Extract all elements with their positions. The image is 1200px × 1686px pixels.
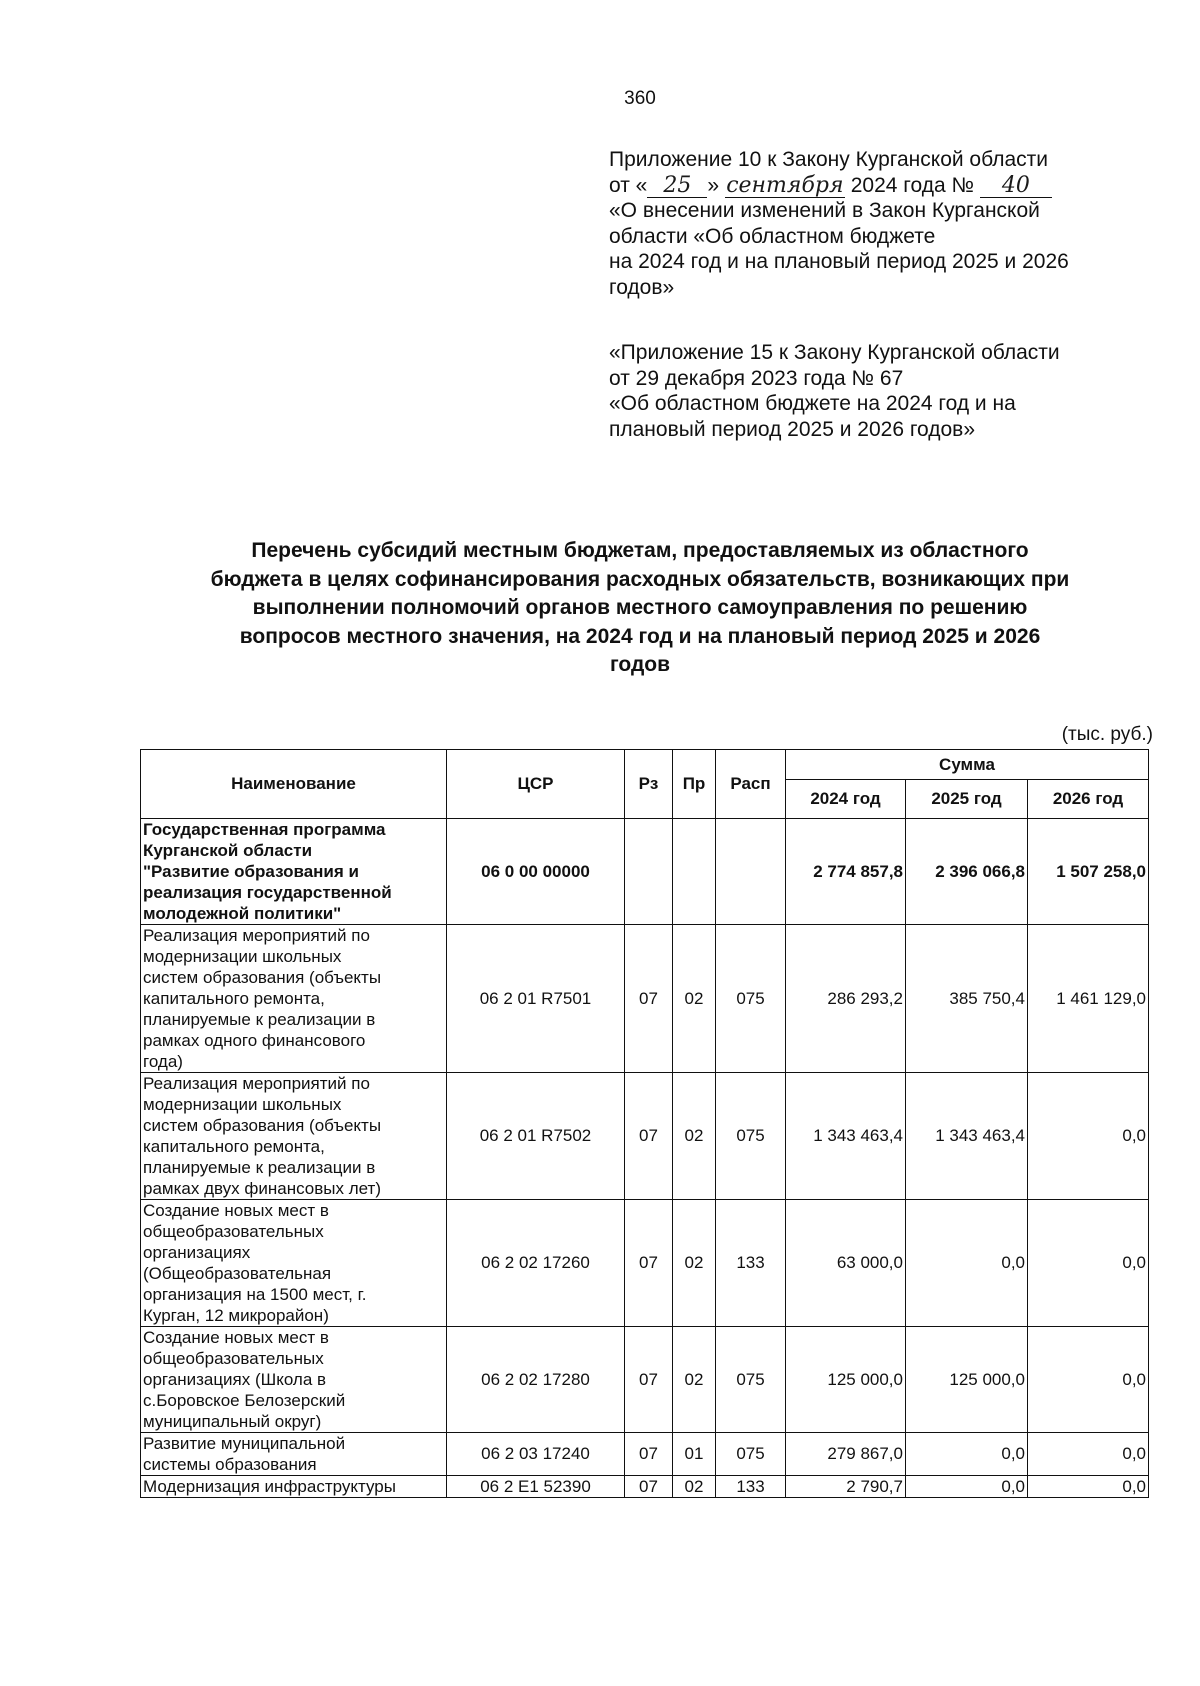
table-body [141,819,1149,1498]
cell-rz: 07 [625,1476,673,1498]
cell-pr [673,819,716,925]
cell-pr: 01 [673,1433,716,1476]
cell-rz [625,819,673,925]
appendix-10-block [609,147,1069,300]
appendix-15-line1: «Приложение 15 к Закону Курганской области [609,341,1060,364]
cell-name [141,1476,447,1498]
cell-name-line: молодежной политики" [143,904,342,923]
table-row [141,1327,1149,1433]
cell-2025: 0,0 [906,1200,1028,1327]
appendix-10-line4: области «Об областном бюджете [609,224,936,248]
cell-name-line: организациях (Школа в [143,1370,327,1389]
header-rz: Рз [625,750,673,819]
cell-2025: 1 343 463,4 [906,1073,1028,1200]
cell-name-line: Курганской области [143,841,313,860]
cell-rasp: 133 [716,1200,786,1327]
cell-name-line: капитального ремонта, [143,989,325,1008]
header-pr: Пр [673,750,716,819]
cell-2024: 2 774 857,8 [786,819,906,925]
cell-2024: 279 867,0 [786,1433,906,1476]
appendix-15-block [609,340,1060,442]
cell-name-line: Курган, 12 микрорайон) [143,1306,329,1325]
cell-2026: 0,0 [1028,1200,1149,1327]
header-name: Наименование [141,750,447,819]
cell-rasp: 133 [716,1476,786,1498]
appendix-15-line4: плановый период 2025 и 2026 годов» [609,417,976,441]
appendix-15-line3: «Об областном бюджете на 2024 год и на [609,392,1016,415]
cell-name-line: Реализация мероприятий по [143,1074,370,1093]
cell-2026: 0,0 [1028,1476,1149,1498]
appendix-10-line1: Приложение 10 к Закону Курганской области [609,148,1048,171]
cell-name-line: муниципальный округ) [143,1412,322,1431]
cell-csr: 06 2 E1 52390 [447,1476,625,1498]
title-line: годов [609,653,671,676]
cell-2025: 0,0 [906,1433,1028,1476]
cell-2024: 2 790,7 [786,1476,906,1498]
cell-name-line: рамках одного финансового [143,1031,366,1050]
table-row [141,925,1149,1073]
handwritten-month: сентября [726,172,844,198]
handwritten-day: 25 [647,175,707,198]
units-label: (тыс. руб.) [1061,724,1153,745]
cell-2025: 2 396 066,8 [906,819,1028,925]
cell-csr: 06 2 02 17260 [447,1200,625,1327]
cell-csr: 06 0 00 00000 [447,819,625,925]
cell-name-line: Создание новых мест в [143,1201,329,1220]
cell-name [141,925,447,1073]
cell-name-line: планируемые к реализации в [143,1158,376,1177]
cell-rasp: 075 [716,1433,786,1476]
appendix-10-line3: «О внесении изменений в Закон Курганской [609,199,1040,222]
cell-pr: 02 [673,1200,716,1327]
cell-name [141,1327,447,1433]
title-line: выполнении полномочий органов местного самоуправления по решению [252,596,1028,619]
cell-name-line: Создание новых мест в [143,1328,329,1347]
table-row [141,1433,1149,1476]
cell-name-line: с.Боровское Белозерский [143,1391,346,1410]
cell-name-line: систем образования (объекты [143,968,382,987]
cell-name-line: общеобразовательных [143,1349,324,1368]
cell-name-line: организациях [143,1243,251,1262]
table-row [141,819,1149,925]
cell-csr: 06 2 01 R7502 [447,1073,625,1200]
appendix-10-line6: годов» [609,275,675,299]
cell-name-line: систем образования (объекты [143,1116,382,1135]
header-csr: ЦСР [447,750,625,819]
date-suffix: 2024 года № [850,173,974,197]
appendix-15-line2: от 29 декабря 2023 года № 67 [609,366,904,390]
cell-rasp: 075 [716,1073,786,1200]
appendix-10-line5: на 2024 год и на плановый период 2025 и 2026 [609,250,1069,273]
cell-2026: 1 507 258,0 [1028,819,1149,925]
cell-2024: 1 343 463,4 [786,1073,906,1200]
date-mid: » [707,173,720,197]
cell-name-line: модернизации школьных [143,1095,342,1114]
cell-2026: 1 461 129,0 [1028,925,1149,1073]
table-row [141,1073,1149,1200]
table-row [141,1476,1149,1498]
header-2025: 2025 год [906,780,1028,819]
header-2026: 2026 год [1028,780,1149,819]
cell-2025: 0,0 [906,1476,1028,1498]
cell-rz: 07 [625,1327,673,1433]
cell-2024: 125 000,0 [786,1327,906,1433]
cell-2026: 0,0 [1028,1073,1149,1200]
cell-name-line: системы образования [143,1455,317,1474]
handwritten-number: 40 [980,175,1052,198]
cell-name-line: "Развитие образования и [143,862,359,881]
cell-name-line: общеобразовательных [143,1222,324,1241]
cell-rasp: 075 [716,925,786,1073]
subsidies-table [140,749,1149,1498]
appendix-10-date-line [609,173,1069,199]
cell-2025: 125 000,0 [906,1327,1028,1433]
title-line: бюджета в целях софинансирования расходных обязательств, возникающих при [210,567,1070,591]
cell-name-line: года) [143,1052,183,1071]
page-number: 360 [624,88,656,109]
cell-name [141,819,447,925]
cell-2026: 0,0 [1028,1433,1149,1476]
cell-pr: 02 [673,925,716,1073]
header-rasp: Расп [716,750,786,819]
cell-name-line: Реализация мероприятий по [143,926,370,945]
title-line: Перечень субсидий местным бюджетам, предоставляемых из областного [251,539,1029,562]
cell-csr: 06 2 03 17240 [447,1433,625,1476]
cell-name-line: Развитие муниципальной [143,1434,346,1453]
header-2024: 2024 год [786,780,906,819]
cell-name-line: модернизации школьных [143,947,342,966]
cell-2024: 63 000,0 [786,1200,906,1327]
date-prefix: от « [609,173,648,197]
cell-2025: 385 750,4 [906,925,1028,1073]
table-row [141,1200,1149,1327]
cell-name [141,1433,447,1476]
cell-name [141,1200,447,1327]
cell-name-line: (Общеобразовательная [143,1264,332,1283]
cell-name-line: рамках двух финансовых лет) [143,1179,381,1198]
cell-rz: 07 [625,1073,673,1200]
cell-name-line: Государственная программа [143,820,386,839]
cell-rasp [716,819,786,925]
cell-csr: 06 2 02 17280 [447,1327,625,1433]
title-line: вопросов местного значения, на 2024 год и на плановый период 2025 и 2026 [239,624,1041,648]
cell-name-line: реализация государственной [143,883,392,902]
cell-rz: 07 [625,925,673,1073]
header-sum: Сумма [786,750,1149,780]
cell-pr: 02 [673,1073,716,1200]
cell-rz: 07 [625,1200,673,1327]
cell-pr: 02 [673,1476,716,1498]
cell-name [141,1073,447,1200]
cell-2024: 286 293,2 [786,925,906,1073]
cell-pr: 02 [673,1327,716,1433]
cell-rasp: 075 [716,1327,786,1433]
document-title [140,537,1140,680]
cell-name-line: организация на 1500 мест, г. [143,1285,367,1304]
cell-2026: 0,0 [1028,1327,1149,1433]
cell-name-line: планируемые к реализации в [143,1010,376,1029]
cell-name-line: капитального ремонта, [143,1137,325,1156]
cell-csr: 06 2 01 R7501 [447,925,625,1073]
cell-rz: 07 [625,1433,673,1476]
cell-name-line: Модернизация инфраструктуры [143,1477,396,1496]
